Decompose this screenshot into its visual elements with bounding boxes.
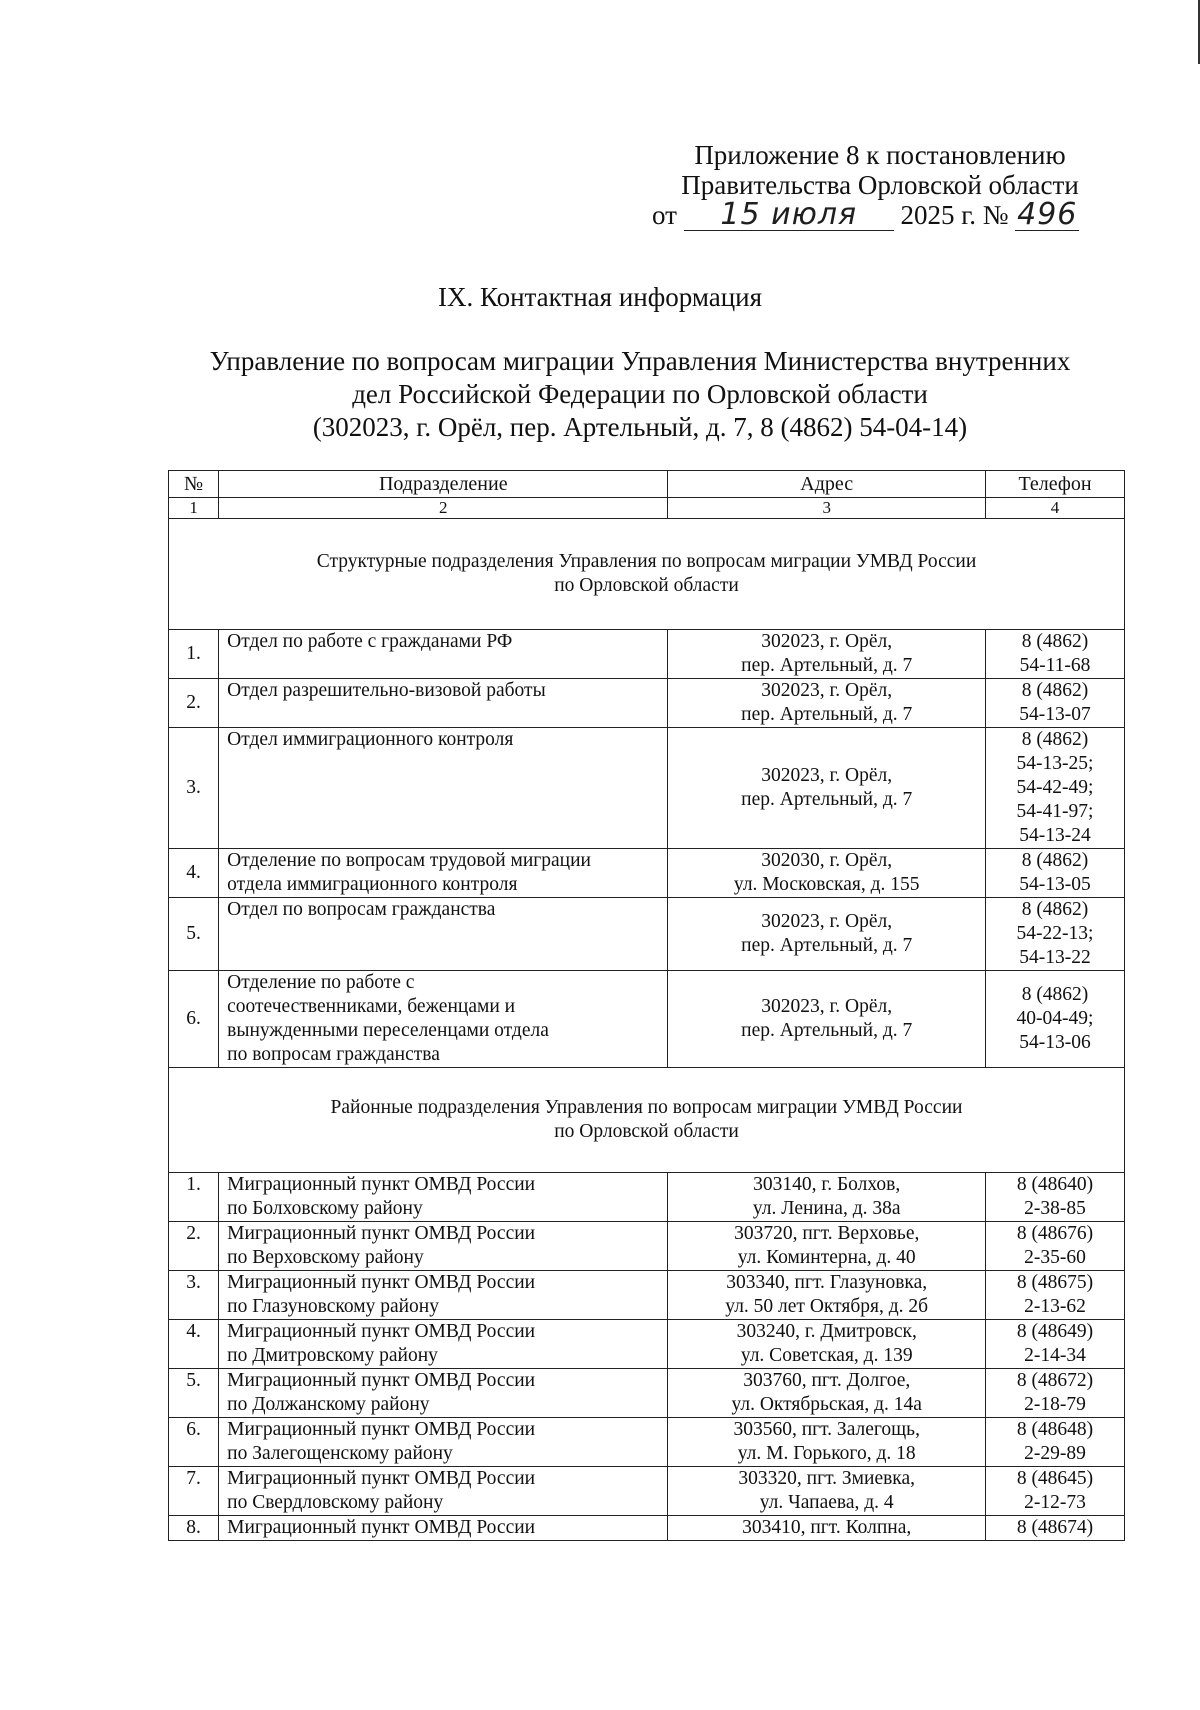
cell-line: Отдел иммиграционного контроля: [227, 729, 514, 750]
contacts-table: [168, 470, 1125, 1541]
row-number: 2.: [169, 679, 219, 728]
group-heading-line: по Орловской области: [554, 1121, 739, 1142]
cell-line: пер. Артельный, д. 7: [741, 704, 913, 725]
header-phone: Телефон: [986, 471, 1125, 498]
cell-line: Миграционный пункт ОМВД России: [227, 1223, 536, 1244]
division-phone: [986, 1173, 1125, 1222]
cell-line: по Дмитровскому району: [227, 1345, 438, 1366]
division-name: [219, 1320, 668, 1369]
group-heading: [169, 519, 1125, 630]
number-blank: [1015, 197, 1079, 232]
cell-line: пер. Артельный, д. 7: [741, 655, 913, 676]
handwritten-date: 15 июля: [720, 197, 858, 232]
division-address: [668, 1418, 986, 1467]
appendix-date-line: [650, 197, 1110, 232]
division-phone: [986, 728, 1125, 849]
table-row: [169, 1516, 1125, 1541]
cell-line: по Свердловскому району: [227, 1492, 444, 1513]
header-number: №: [169, 471, 219, 498]
group-heading-row: [169, 519, 1125, 630]
row-number: 5.: [169, 898, 219, 971]
year-text: 2025 г. №: [900, 200, 1009, 230]
division-phone: [986, 1369, 1125, 1418]
table-row: [169, 728, 1125, 849]
cell-line: 8 (4862): [1021, 899, 1089, 920]
cell-line: 8 (4862): [1021, 850, 1089, 871]
cell-line: 8 (48675): [1016, 1272, 1094, 1293]
row-number: 6.: [169, 971, 219, 1068]
division-phone: [986, 1516, 1125, 1541]
division-phone: [986, 971, 1125, 1068]
row-number: 7.: [169, 1467, 219, 1516]
cell-line: 2-14-34: [1024, 1345, 1086, 1366]
cell-line: 8 (4862): [1021, 984, 1089, 1005]
division-address: [668, 1222, 986, 1271]
division-name: [219, 898, 668, 971]
cell-line: 54-13-24: [1019, 825, 1091, 846]
division-phone: [986, 679, 1125, 728]
group-heading-line: Структурные подразделения Управления по вопросам миграции УМВД России: [316, 551, 977, 572]
table-row: [169, 1467, 1125, 1516]
division-name: [219, 849, 668, 898]
cell-line: 2-12-73: [1024, 1492, 1086, 1513]
handwritten-number: 496: [1017, 197, 1078, 232]
cell-line: ул. Коминтерна, д. 40: [737, 1247, 916, 1268]
division-address: [668, 679, 986, 728]
cell-line: Миграционный пункт ОМВД России: [227, 1174, 536, 1195]
cell-line: 54-13-06: [1019, 1032, 1091, 1053]
group-heading-row: [169, 1068, 1125, 1173]
cell-line: Миграционный пункт ОМВД России: [227, 1517, 536, 1538]
cell-line: 54-22-13;: [1016, 923, 1094, 944]
division-name: [219, 1369, 668, 1418]
division-phone: [986, 630, 1125, 679]
division-name: [219, 971, 668, 1068]
cell-line: 54-13-22: [1019, 947, 1091, 968]
cell-line: 302023, г. Орёл,: [761, 996, 893, 1017]
division-address: [668, 728, 986, 849]
division-address: [668, 1320, 986, 1369]
column-number: 1: [169, 498, 219, 519]
cell-line: 40-04-49;: [1016, 1008, 1094, 1029]
cell-line: 8 (4862): [1021, 631, 1089, 652]
cell-line: 8 (48640): [1016, 1174, 1094, 1195]
cell-line: 2-13-62: [1024, 1296, 1086, 1317]
cell-line: ул. М. Горького, д. 18: [737, 1443, 916, 1464]
table-row: [169, 1271, 1125, 1320]
division-phone: [986, 898, 1125, 971]
division-name: [219, 679, 668, 728]
table-row: [169, 898, 1125, 971]
cell-line: Отделение по вопросам трудовой миграции: [227, 850, 591, 871]
cell-line: 2-18-79: [1024, 1394, 1086, 1415]
cell-line: по Болховскому району: [227, 1198, 423, 1219]
cell-line: 8 (48645): [1016, 1468, 1094, 1489]
cell-line: вынужденными переселенцами отдела: [227, 1020, 549, 1041]
row-number: 8.: [169, 1516, 219, 1541]
header-address: Адрес: [668, 471, 986, 498]
agency-line-3: (302023, г. Орёл, пер. Артельный, д. 7, 8 (4862) 54-04-14): [312, 412, 968, 442]
cell-line: 8 (48649): [1016, 1321, 1094, 1342]
cell-line: 8 (48648): [1016, 1419, 1094, 1440]
cell-line: ул. Советская, д. 139: [740, 1345, 913, 1366]
division-address: [668, 1271, 986, 1320]
table-row: [169, 679, 1125, 728]
division-phone: [986, 849, 1125, 898]
cell-line: ул. Чапаева, д. 4: [759, 1492, 894, 1513]
column-number: 4: [986, 498, 1125, 519]
table-body: [169, 498, 1125, 1541]
cell-line: 54-11-68: [1019, 655, 1091, 676]
cell-line: Миграционный пункт ОМВД России: [227, 1419, 536, 1440]
cell-line: 8 (48674): [1016, 1517, 1094, 1538]
table-row: [169, 630, 1125, 679]
division-name: [219, 1222, 668, 1271]
cell-line: 54-42-49;: [1016, 777, 1094, 798]
column-number-row: [169, 498, 1125, 519]
division-phone: [986, 1222, 1125, 1271]
table-row: [169, 1173, 1125, 1222]
division-phone: [986, 1271, 1125, 1320]
appendix-header: [650, 140, 1110, 231]
cell-line: 2-29-89: [1024, 1443, 1086, 1464]
cell-line: 302023, г. Орёл,: [761, 911, 893, 932]
division-name: [219, 1467, 668, 1516]
cell-line: 54-13-07: [1019, 704, 1091, 725]
cell-line: 302023, г. Орёл,: [761, 765, 893, 786]
column-number: 3: [668, 498, 986, 519]
division-name: [219, 1173, 668, 1222]
cell-line: Отдел по вопросам гражданства: [227, 899, 496, 920]
header-division: Подразделение: [219, 471, 668, 498]
cell-line: 8 (48676): [1016, 1223, 1094, 1244]
agency-line-2: дел Российской Федерации по Орловской области: [352, 379, 928, 409]
row-number: 5.: [169, 1369, 219, 1418]
table-row: [169, 1369, 1125, 1418]
cell-line: 2-35-60: [1024, 1247, 1086, 1268]
cell-line: 303140, г. Болхов,: [753, 1174, 901, 1195]
cell-line: 54-41-97;: [1016, 801, 1094, 822]
table-row: [169, 1320, 1125, 1369]
section-title: IX. Контактная информация: [437, 282, 763, 312]
row-number: 4.: [169, 1320, 219, 1369]
date-prefix: от: [652, 200, 677, 230]
table-row: [169, 1222, 1125, 1271]
cell-line: по Верховскому району: [227, 1247, 424, 1268]
division-address: [668, 630, 986, 679]
table-row: [169, 971, 1125, 1068]
row-number: 4.: [169, 849, 219, 898]
division-address: [668, 1516, 986, 1541]
cell-line: 303320, пгт. Змиевка,: [738, 1468, 916, 1489]
division-address: [668, 1467, 986, 1516]
division-address: [668, 971, 986, 1068]
cell-line: Миграционный пункт ОМВД России: [227, 1321, 536, 1342]
division-address: [668, 849, 986, 898]
appendix-line-2: Правительства Орловской области: [681, 170, 1079, 200]
division-phone: [986, 1467, 1125, 1516]
table-row: [169, 1418, 1125, 1467]
cell-line: пер. Артельный, д. 7: [741, 1020, 913, 1041]
division-name: [219, 728, 668, 849]
row-number: 1.: [169, 1173, 219, 1222]
cell-line: по вопросам гражданства: [227, 1044, 440, 1065]
date-blank: [684, 197, 894, 232]
division-phone: [986, 1418, 1125, 1467]
row-number: 1.: [169, 630, 219, 679]
division-name: [219, 1418, 668, 1467]
division-address: [668, 1173, 986, 1222]
cell-line: пер. Артельный, д. 7: [741, 789, 913, 810]
cell-line: по Глазуновскому району: [227, 1296, 439, 1317]
table-header-row: [169, 471, 1125, 498]
group-heading: [169, 1068, 1125, 1173]
column-number: 2: [219, 498, 668, 519]
group-heading-line: по Орловской области: [554, 575, 739, 596]
cell-line: 303560, пгт. Залегощь,: [733, 1419, 920, 1440]
division-name: [219, 630, 668, 679]
cell-line: Миграционный пункт ОМВД России: [227, 1468, 536, 1489]
division-name: [219, 1516, 668, 1541]
cell-line: 302023, г. Орёл,: [761, 680, 893, 701]
cell-line: 302023, г. Орёл,: [761, 631, 893, 652]
row-number: 6.: [169, 1418, 219, 1467]
cell-line: пер. Артельный, д. 7: [741, 935, 913, 956]
agency-block: [160, 345, 1120, 444]
cell-line: 8 (4862): [1021, 729, 1089, 750]
table-row: [169, 849, 1125, 898]
cell-line: 54-13-25;: [1016, 753, 1094, 774]
cell-line: 303720, пгт. Верховье,: [734, 1223, 920, 1244]
cell-line: отдела иммиграционного контроля: [227, 874, 518, 895]
cell-line: 303340, пгт. Глазуновка,: [726, 1272, 928, 1293]
agency-line-1: Управление по вопросам миграции Управления Министерства внутренних: [209, 346, 1071, 376]
cell-line: Миграционный пункт ОМВД России: [227, 1272, 536, 1293]
cell-line: 303760, пгт. Долгое,: [743, 1370, 911, 1391]
cell-line: Миграционный пункт ОМВД России: [227, 1370, 536, 1391]
cell-line: Отделение по работе с: [227, 972, 415, 993]
appendix-line-1: Приложение 8 к постановлению: [694, 140, 1066, 170]
cell-line: по Залегощенскому району: [227, 1443, 453, 1464]
cell-line: ул. Московская, д. 155: [733, 874, 920, 895]
cell-line: ул. Октябрьская, д. 14а: [731, 1394, 922, 1415]
cell-line: соотечественниками, беженцами и: [227, 996, 516, 1017]
division-name: [219, 1271, 668, 1320]
row-number: 3.: [169, 728, 219, 849]
cell-line: 54-13-05: [1019, 874, 1091, 895]
row-number: 2.: [169, 1222, 219, 1271]
cell-line: Отдел по работе с гражданами РФ: [227, 631, 513, 652]
cell-line: ул. 50 лет Октября, д. 2б: [725, 1296, 929, 1317]
cell-line: 303240, г. Дмитровск,: [736, 1321, 917, 1342]
division-phone: [986, 1320, 1125, 1369]
cell-line: 2-38-85: [1024, 1198, 1086, 1219]
cell-line: 8 (4862): [1021, 680, 1089, 701]
cell-line: по Должанскому району: [227, 1394, 430, 1415]
cell-line: 302030, г. Орёл,: [761, 850, 893, 871]
cell-line: ул. Ленина, д. 38а: [752, 1198, 901, 1219]
row-number: 3.: [169, 1271, 219, 1320]
cell-line: 303410, пгт. Колпна,: [742, 1517, 912, 1538]
division-address: [668, 898, 986, 971]
group-heading-line: Районные подразделения Управления по вопросам миграции УМВД России: [330, 1097, 963, 1118]
cell-line: 8 (48672): [1016, 1370, 1094, 1391]
division-address: [668, 1369, 986, 1418]
cell-line: Отдел разрешительно-визовой работы: [227, 680, 546, 701]
